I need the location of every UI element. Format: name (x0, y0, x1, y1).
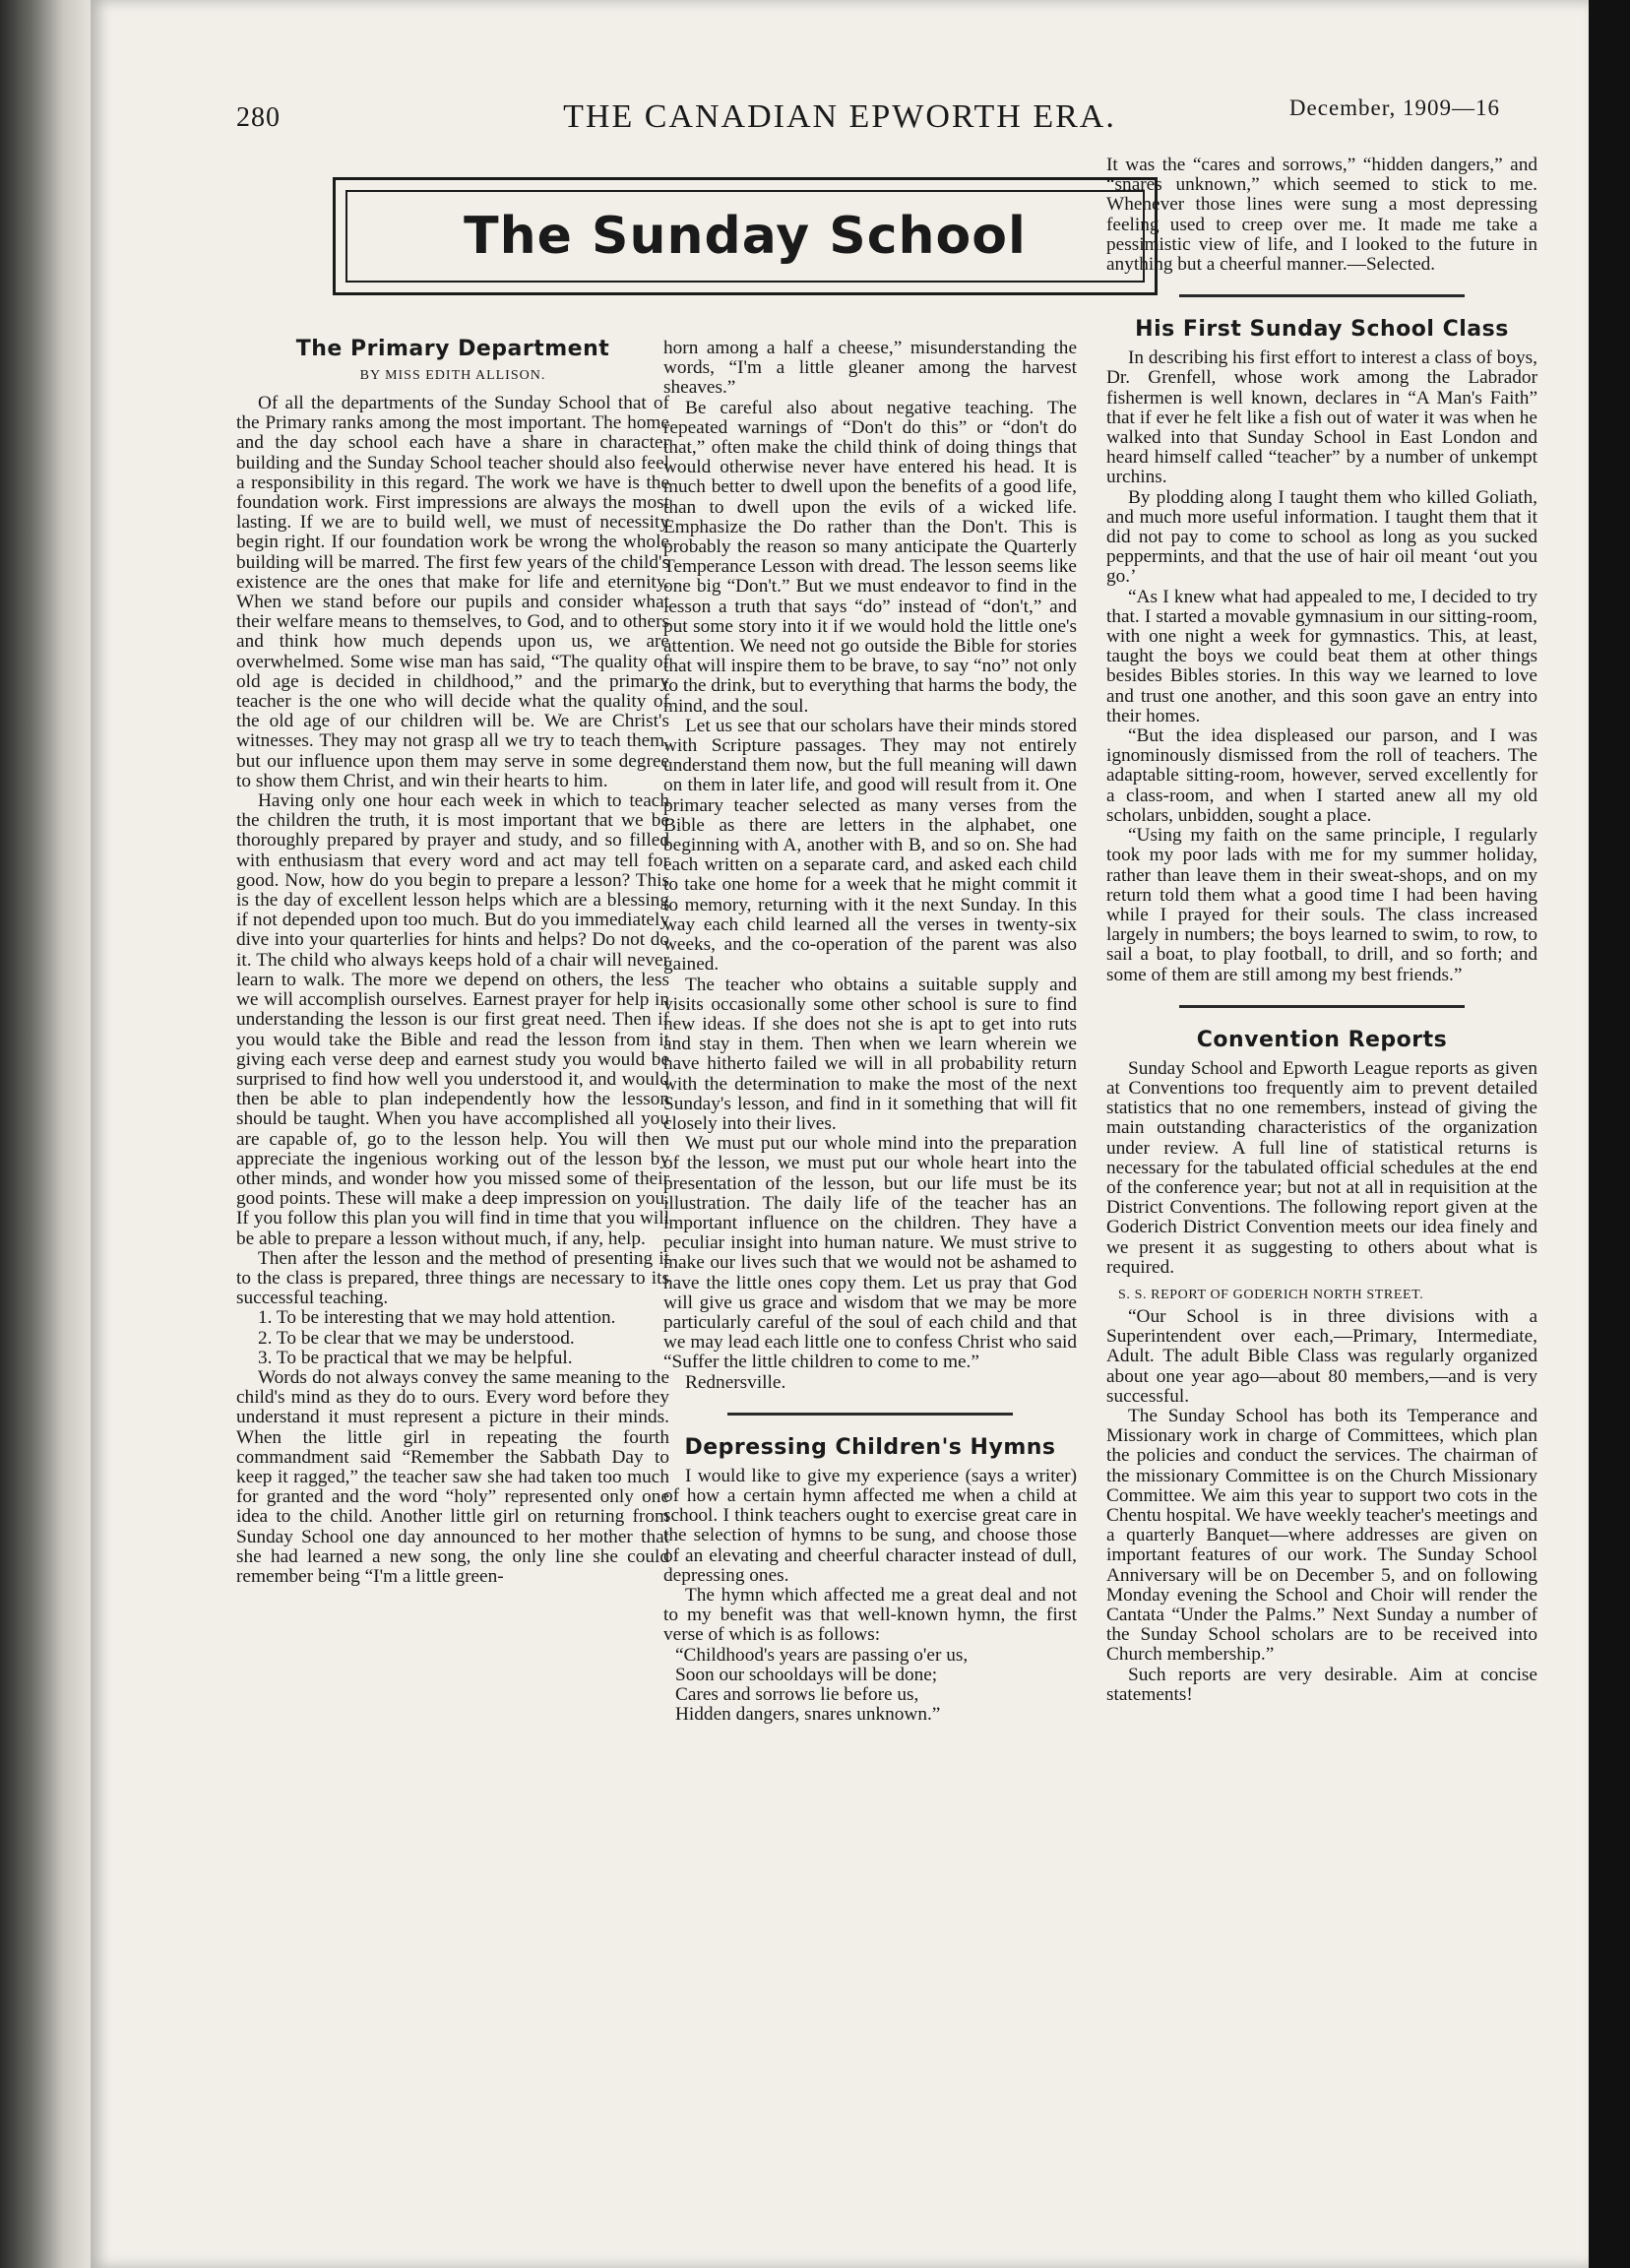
column-2 (663, 339, 1077, 1725)
section-divider (1179, 294, 1465, 297)
article-paragraph: Of all the departments of the Sunday School that of the Primary ranks among the most important. The home and the day school each have a share in character building and the Sunday School teacher should also feel a responsibility in this regard. The work we have is the foundation work. First impressions are always the most lasting. If we are to build well, we must of necessity begin right. If our foundation work be wrong the whole building will be marred. The first few years of the child's existence are the ones that make for life and eternity. When we stand before our pupils and consider what their welfare means to themselves, to God, and to others and think how much depends upon us, we are overwhelmed. Some wise man has said, “The quality of old age is decided in childhood,” and the primary teacher is the one who will decide what the quality of the old age of our children will be. We are Christ's witnesses. They may not grasp all we try to teach them, but our influence upon them may serve in some degree to show them Christ, and win their hearts to him. (236, 393, 669, 791)
article-heading-convention: Convention Reports (1196, 1027, 1448, 1052)
article-byline: BY MISS EDITH ALLISON. (359, 368, 546, 383)
article-paragraph: The teacher who obtains a suitable supply and visits occasionally some other school is sure to find new ideas. If she does not she is apt to get into ruts and stay in them. Then when we learn wherein we have hitherto failed we will in all probability return with the determination to make the most of the next Sunday's lesson, and find in it something that will fit closely into their lives. (663, 974, 1077, 1134)
article-paragraph: Sunday School and Epworth League reports as given at Conventions too frequently aim to prevent detailed statistics that no one remembers, instead of giving the main outstanding characteristics of the organization under review. A full line of statistical returns is necessary for the tabulated official schedules at the end of the conference year; but not at all in requisition at the District Conventions. The following report given at the Goderich District Convention meets our idea finely and we present it as suggesting to others about what is required. (1106, 1057, 1537, 1278)
column-3 (1106, 156, 1537, 1705)
book-binding-edge (0, 0, 91, 2268)
list-item: 3. To be practical that we may be helpful. (258, 1347, 573, 1368)
article-signoff: Rednersville. (685, 1371, 786, 1393)
page-number: 280 (236, 102, 281, 133)
article-paragraph: horn among a half a cheese,” misunderstanding the words, “I'm a little gleaner among the harvest sheaves.” (663, 338, 1077, 399)
article-paragraph: Such reports are very desirable. Aim at concise statements! (1106, 1664, 1537, 1705)
hymn-verse: “Childhood's years are passing o'er us, Soon our schooldays will be done; Cares and sorrows lie before us, Hidden dangers, snares unknown.” (675, 1644, 969, 1726)
column-1 (236, 337, 669, 1587)
article-paragraph: By plodding along I taught them who killed Goliath, and much more useful information. I taught them that it did not pay to come to school as long as you sucked peppermints, and that the use of hair oil meant ‘out you go.’ (1106, 486, 1537, 588)
article-heading-hymns: Depressing Children's Hymns (684, 1434, 1056, 1460)
section-banner (333, 177, 1158, 295)
article-paragraph: The Sunday School has both its Temperance and Missionary work in charge of Committees, which plan the policies and conduct the services. The chairman of the missionary Committee is on the Church Missionary Committee. We aim this year to support two cots in the Chentu hospital. We have weekly teacher's meetings and a quarterly Banquet—where addresses are given on important features of our work. The Sunday School Anniversary will be on December 5, and on following Monday evening the School and Choir will render the Cantata “Under the Palms.” Next Sunday a number of the Sunday School scholars are to be received into Church membership.” (1106, 1405, 1537, 1666)
article-paragraph: In describing his first effort to interest a class of boys, Dr. Grenfell, whose work among the Labrador fishermen is well known, declares in “A Man's Faith” that if ever he felt like a fish out of water it was when he walked into that Sunday School in East London and heard himself called “teacher” by a number of unkempt urchins. (1106, 347, 1537, 488)
section-banner-inner-frame (345, 190, 1145, 283)
article-paragraph: “Our School is in three divisions with a Superintendent over each,—Primary, Intermediate, Adult. The adult Bible Class was regularly organized about one year ago—about 80 members,—and is very successful. (1106, 1305, 1537, 1407)
list-item: 2. To be clear that we may be understood. (258, 1327, 575, 1349)
article-paragraph: We must put our whole mind into the preparation of the lesson, we must put our whole heart into the presentation of the lesson, but our life must be its illustration. The daily life of the teacher has an important influence on the children. They have a peculiar insight into human nature. We must strive to make our lives such that we would not be ashamed to have the little ones copy them. Let us pray that God will give us grace and wisdom that we may be more particularly careful of the soul of each child and that we may lead each little one to confess Christ who said “Suffer the little children to come to me.” (663, 1133, 1077, 1373)
report-subheading: S. S. REPORT OF GODERICH NORTH STREET. (1118, 1287, 1424, 1302)
issue-date: December, 1909—16 (1288, 95, 1500, 120)
article-paragraph: Words do not always convey the same meaning to the child's mind as they do to ours. Every word before they understand it must represent a picture in their minds. When the little girl in repeating the fourth commandment said “Remember the Sabbath Day to keep it ragged,” the teacher saw she had taken too much for granted and the word “holy” represented only one idea to the child. Another little girl on returning from Sunday School one day announced to her mother that she had learned a new song, the only line she could remember being “I'm a little green- (236, 1366, 669, 1587)
article-heading-grenfell: His First Sunday School Class (1135, 317, 1509, 343)
article-paragraph: The hymn which affected me a great deal and not to my benefit was that well-known hymn, the first verse of which is as follows: (663, 1584, 1077, 1646)
article-paragraph: It was the “cares and sorrows,” “hidden dangers,” and “snares unknown,” which seemed to stick to me. Whenever those lines were sung a most depressing feeling used to creep over me. It made me take a pessimistic view of life, and I looked to the future in anything but a cheerful manner.—Selected. (1106, 155, 1537, 276)
article-paragraph: “As I knew what had appealed to me, I decided to try that. I started a movable gymnasium in our sitting-room, with one night a week for gymnastics. This, at least, taught the boys we could beat them at other things besides Bibles stories. In this way we learned to love and trust one another, and this soon gave an entry into their homes. (1106, 586, 1537, 726)
article-paragraph: Be careful also about negative teaching. The repeated warnings of “Don't do this” or “don't do that,” often make the child think of doing things that would otherwise never have entered his head. It is much better to dwell upon the benefits of a good life, than to dwell upon the evils of a wicked life. Emphasize the Do rather than the Don't. This is probably the reason so many anticipate the Quarterly Temperance Lesson with dread. The lesson seems like one big “Don't.” But we must endeavor to find in the lesson a truth that says “do” instead of “don't,” and put some story into it if we would hold the little one's attention. We need not go outside the Bible for stories that will inspire them to be brave, to say “no” not only to the drink, but to everything that harms the body, the mind, and the soul. (663, 397, 1077, 717)
article-paragraph: I would like to give my experience (says a writer) of how a certain hymn affected me when a child at school. I think teachers ought to exercise great care in the selection of hymns to be sung, and choose those of an elevating and cheerful character instead of dull, depressing ones. (663, 1465, 1077, 1586)
scan-border (1589, 0, 1630, 2268)
section-divider (1179, 1005, 1465, 1008)
article-paragraph: Having only one hour each week in which to teach the children the truth, it is most important that we be thoroughly prepared by prayer and study, and so filled with enthusiasm that every word and act may tell for good. Now, how do you begin to prepare a lesson? This is the day of excellent lesson helps which are a blessing if not depended upon too much. But do you immediately dive into your quarterlies for hints and helps? Do not do it. The child who always keeps hold of a chair will never learn to walk. The more we depend on others, the less we will accomplish ourselves. Earnest prayer for help in understanding the lesson is our first great need. Then if you would take the Bible and read the lesson from it giving each verse deep and earnest study you would be surprised to find how well you understood it, and would then be able to plan independently how the lesson should be taught. When you have accomplished all you are capable of, go to the lesson help. You will then appreciate the ingenious working out of the lesson by other minds, and wonder how you missed some of their good points. These will make a deep impression on you. If you follow this plan you will find in time that you will be able to prepare a lesson without much, if any, help. (236, 790, 669, 1249)
article-heading-primary: The Primary Department (295, 337, 610, 361)
journal-title: THE CANADIAN EPWORTH ERA. (563, 98, 1116, 135)
section-title: The Sunday School (464, 207, 1027, 266)
section-divider (727, 1413, 1013, 1416)
article-paragraph: “But the idea displeased our parson, and I was ignominously dismissed from the roll of teachers. The adaptable sitting-room, however, served excellently for a class-room, and when I started anew all my old scholars, unbidden, sought a place. (1106, 725, 1537, 826)
magazine-page (91, 0, 1589, 2268)
article-paragraph: “Using my faith on the same principle, I regularly took my poor lads with me for my summer holiday, rather than leave them in their sweat-shops, and on my return told them what a good time I had been having while I prayed for their souls. The class increased largely in numbers; the boys learned to swim, to row, to sail a boat, to play football, to drill, and so forth; and some of them are still among my best friends.” (1106, 825, 1537, 985)
article-paragraph: Then after the lesson and the method of presenting it to the class is prepared, three things are necessary to its successful teaching. (236, 1247, 669, 1309)
article-paragraph: Let us see that our scholars have their minds stored with Scripture passages. They may not entirely understand them now, but the full meaning will dawn on them in later life, and good will result from it. One primary teacher selected as many verses from the Bible as there are letters in the alphabet, one beginning with A, another with B, and so on. She had each written on a separate card, and asked each child to take one home for a week that he might commit it to memory, returning with it the next Sunday. In this way each child learned all the verses in twenty-six weeks, and the co-operation of the parent was also gained. (663, 715, 1077, 976)
list-item: 1. To be interesting that we may hold attention. (258, 1307, 616, 1329)
